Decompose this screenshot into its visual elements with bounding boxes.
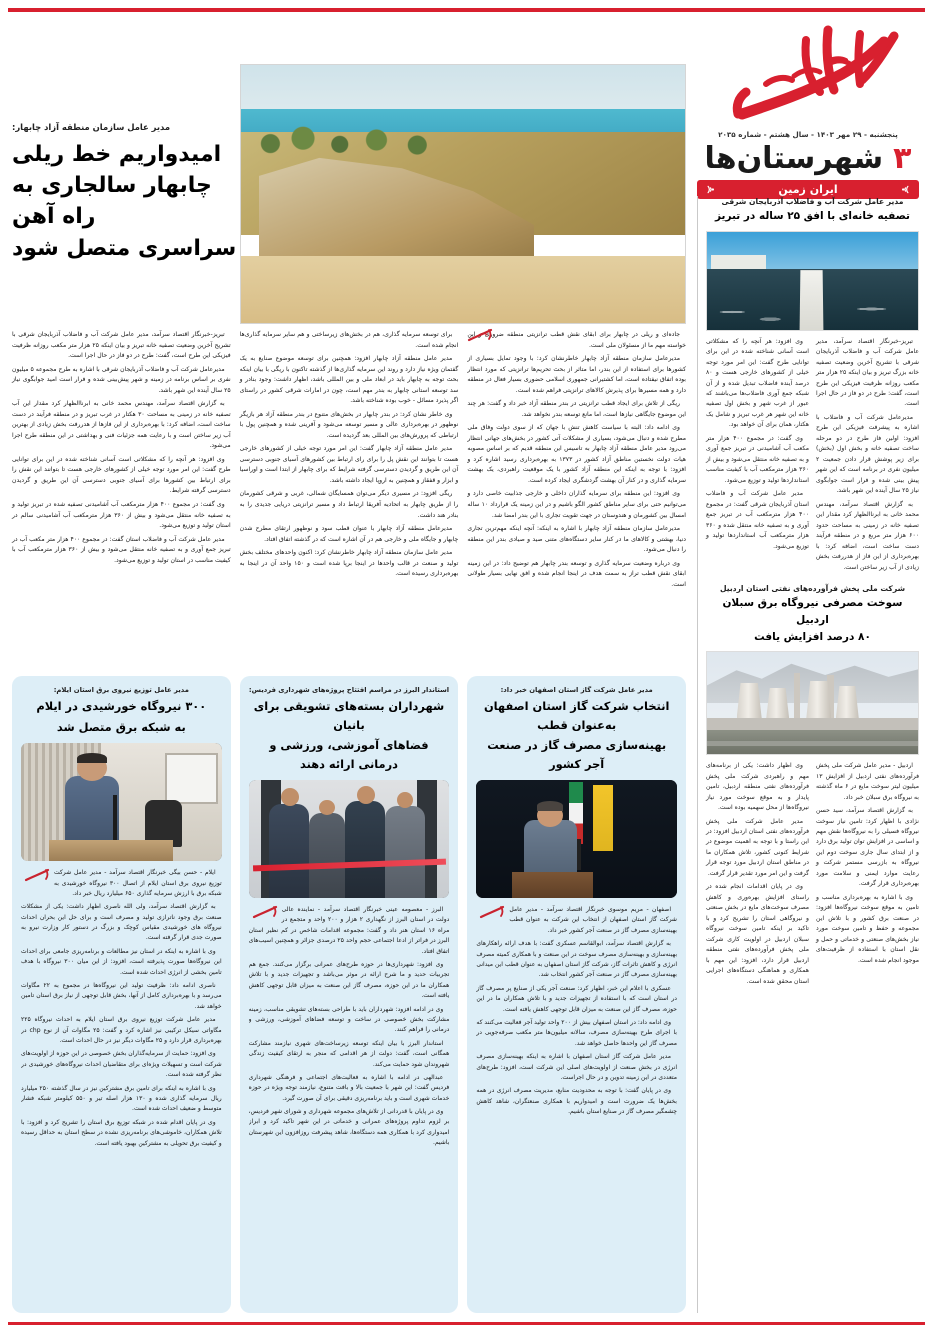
sidebar-story1-title: تصفیه خانه‌ای با افق ۲۵ ساله در تبریز [714, 210, 911, 223]
masthead [697, 18, 919, 199]
bottom-red-rule [8, 1322, 925, 1325]
bottom-article-cards [12, 676, 686, 1313]
card2-kicker: استاندار البرز در مراسم افتتاح پروژه‌های شهرداری فردیس: [248, 686, 450, 694]
card2-title-line2: فضاهای آموزشی، ورزشی و درمانی ارائه دهند [269, 738, 429, 771]
sidebar-story-water [706, 196, 919, 573]
lead-kicker: مدیر عامل سازمان منطقه آزاد چابهار: [12, 122, 171, 132]
card1-title-line1: انتخاب شرکت گاز استان اصفهان به‌عنوان قطب [483, 699, 670, 732]
dateline: پنجشنبه - ۲۹ مهر ۱۴۰۳ - سال هشتم - شماره ۲۰۳۵ [718, 130, 898, 139]
sidebar-story2-title-line1: سوخت مصرفی نیروگاه برق سبلان اردبیل [722, 597, 903, 626]
card1-body: اصفهان - مریم موسوی خبرنگار اقتصاد سرآمد - مدیر عامل شرکت گاز استان اصفهان از انتخاب این شرکت به عنوان قطب بهینه‌سازی مصرف گاز در صنعت آجر کشور خبر داد. به گزارش اقتصاد سرآمد، ابوالقاسم عسکری گفت: با هدف ارائه راهکارهای بهینه‌سازی و بهینه‌سازی مصرف سوخت در این صنعت و با همکاری کمیته مصرف انرژی و کاهش تاثرات گاز، شرکت گاز استان اصفهان به عنوان قطب این میدانی بهینه‌سازی مصرف گاز در صنعت آجر کشور انتخاب شد. عسکری با اعلام این خبر، اظهار کرد: صنعت آجر یکی از صنایع پر مصرف گاز در استان است که با استفاده از تجهیزات جدید و با تلاش همکاران ما در این حوزه، مصرف گاز این صنعت به میزان قابل توجهی کاهش یافته است. وی ادامه داد: در استان اصفهان بیش از ۲۰۰ واحد تولید آجر فعالیت می‌کنند که با اجرای طرح بهینه‌سازی مصرف، سالانه میلیون‌ها متر مکعب صرفه‌جویی در مصرف گاز این واحدها حاصل خواهد شد. مدیر عامل شرکت گاز استان اصفهان با اشاره به اینکه بهینه‌سازی مصرف انرژی در بخش صنعت از اولویت‌های اصلی این شرکت است، افزود: طرح‌های متعددی در این زمینه تدوین و در حال اجراست. وی در پایان گفت: با توجه به محدودیت منابع، مدیریت مصرف انرژی در همه بخش‌ها یک ضرورت است و امیدواریم با همکاری صنعتگران، شاهد کاهش چشمگیر مصرف گاز در صنایع استان باشیم. [476, 906, 677, 1116]
broadcast-left-icon [899, 184, 912, 195]
lead-body-columns [12, 330, 686, 665]
chabahar-coast-photo [240, 64, 686, 324]
card3-title-line1: ۳۰۰ نیروگاه خورشیدی در ایلام [36, 699, 207, 714]
broadcast-right-icon [704, 184, 717, 195]
article-card-isfahan-gas[interactable] [467, 676, 686, 1313]
ribbon-cutting-ceremony-photo [249, 780, 450, 898]
sidebar-story2-kicker: شرکت ملی پخش فرآورده‌های نفتی استان اردبیل [719, 583, 906, 593]
card2-body: البرز - معصومه عینی خبرنگار اقتصاد سرآمد - نماینده عالی دولت در استان البرز از نگهداری ۲ هزار و ۲۰۰ واحد و متجمع در مراه ۱۶ استان هنر داد و گفت: مجموعه اقدامات شاخص در کم نظیر استان البرز در فراتر از ادعا اجتماعی حجم واحد ۲۵ درصدی جزائر و همچنین اسیب‌های اتفاق افتاد. وی افزود: شهرداری‌ها در حوزه طرح‌های عمرانی برگزار می‌کنند. جمع هم تجربیات حدید و ما شرح ارائه در موثر می‌باشد و تجهیزات جدید و با تلاش همکاران ما در این حوزه، مصرف گاز این صنعت به میزان قابل توجهی کاهش یافته است. وی در ادامه افزود: شهرداران باید با طراحی بسته‌های تشویقی مناسب، زمینه مشارکت بخش خصوصی در ساخت و توسعه فضاهای آموزشی، ورزشی و درمانی را فراهم کنند. استاندار البرز با بیان اینکه توسعه زیرساخت‌های شهری نیازمند مشارکت همگانی است، گفت: دولت از هر اقدامی که منجر به ارتقای کیفیت زندگی شهروندان شود حمایت می‌کند. عبدالهی در ادامه با اشاره به فعالیت‌های اجتماعی و فرهنگی شهرداری فردیس گفت: این شهر با جمعیت بالا و بافت متنوع، نیازمند توجه ویژه در حوزه خدمات شهری است و باید برنامه‌ریزی دقیقی برای آن صورت گیرد. وی در پایان با قدردانی از تلاش‌های مجموعه شهرداری و شورای شهر فردیس، بر لزوم تداوم پروژه‌های عمرانی و خدماتی در این شهر تاکید کرد و ابراز امیدواری کرد با همکاری همه دستگاه‌ها، شاهد پیشرفت روزافزون این شهرستان باشیم. [248, 906, 450, 1147]
card3-body: ایلام - حسن بیگی خبرنگار اقتصاد سرآمد - مدیر عامل شرکت توزیع نیروی برق استان ایلام از اتصال ۳۰۰ نیروگاه خورشیدی به شبکه برق با ارزش سرمایه گذاری ۶۵۰ میلیارد ریال خبر داد. به گزارش اقتصاد سرآمد، ولی الله ناصری اظهار داشت: یکی از مشکلات صنعت برق وجود ناترازی تولید و مصرف است و برای حل این بحران احداث نیروگاه های خورشیدی مقیاس کوچک و بزرگ در دستور کار وزارت نیرو به صورت جدی قرار گرفته است. وی با اشاره به اینکه در استان نیز مطالعات و برنامه‌ریزی جامعی برای احداث این نیروگاه‌ها صورت پذیرفته است، افزود: از این میان ۳۰۰ نیروگاه با هدف تامین بخشی از انرژی احداث شده است. ناصری ادامه داد: ظرفیت تولید این نیروگاه‌ها در مجموع به ۲۲ مگاوات می‌رسد و با بهره‌برداری کامل از آنها، بخش قابل توجهی از نیاز برق استان تامین خواهد شد. مدیر عامل شرکت توزیع نیروی برق استان ایلام به احداث نیروگاه ۲۲۵ مگاواتی سیکل ترکیبی نیز اشاره کرد و گفت: ۲۵ مگاوات آن از نوع chp در بهره‌برداری قرار دارد و ۲۵ مگاوات دیگر نیز در حال احداث است. وی افزود: حمایت از سرمایه‌گذاران بخش خصوصی در این حوزه از اولویت‌های شرکت است و تسهیلات ویژه‌ای برای متقاضیان احداث نیروگاه‌های خورشیدی در نظر گرفته شده است. وی با اشاره به اینکه برای تامین برق مشترکین نیز در سال گذشته ۲۵۰ میلیارد ریال سرمایه گذاری شده و ۱۳۰ هزار اصله تیر و ۵۵۰ کیلومتر شبکه فشار متوسط و ضعیف احداث شده است. وی در پایان اقدام شده در شبکه توزیع برق استان را تشریح کرد و افزود: با تلاش همکاران، خاموشی‌های برنامه‌ریزی نشده در سطح استان به حداقل رسیده و کیفیت برق تحویلی به مشترکین بهبود یافته است. [20, 869, 222, 1147]
card1-title-line2: بهینه‌سازی مصرف گاز در صنعت آجر کشور [487, 738, 667, 771]
lead-headline-block [12, 122, 240, 264]
lead-title-line1: امیدواریم خط ریلی [12, 142, 222, 167]
lead-body-col-2: برای توسعه سرمایه گذاری، هم در بخش‌های زیرساختی و هم سایر سرمایه گذاری‌ها انجام شده است. مدیر عامل منطقه آزاد چابهار افزود: همچنین برای توسعه موضوع صنایع به یک گفتمان ویژه نیاز دارد و روند این سرمایه گذاری‌ها از گذشته تاکنون با ریگی با بیان اینکه بحث توجه به چابهار باید در ابعاد ملی و بین المللی باشد، اظهار داشت: وجود بنادر و سد توسعه استانی چابهار به بندر مهم است، چون در امارات شرقی کشور در راستای اگر پذیرد مسائل - خوب بوده شناخته باشد. وی خاطر نشان کرد: در بندر چابهار در بخش‌های متنوع در بندر منطقه آزاد هر بازیگر نوظهور در بهره‌برداری عالی و مسیر توسعه می‌شود و آفرینی شده و همچنین پول با ارتباطی که پرورش‌های بین المللی بعد گردیده است. مدیر عامل منطقه آزاد چابهار گفت: این امر مورد توجه خیلی از کشورهای خارجی هست تا بتوانند این نقش پل را برای رای ارتباط بین کشورهای آسیای جنوبی دسترسی آن این طریق و گردیدن دسترسی گرفته شرایط که برای چابهار از ابتدا است و اوراسیا و ابزار و قفقاز و همچنین به اروپا ایجاد داشته باشد. ریگی افزود: در مسیری دیگر می‌توان همسایگان شمالی، غربی و شرقی کشورمان را از طریق چابهار به اتحادیه آفریقا ارتباط داد و مسیر ترانزیتی دریایی جدیدی را به بنادر هند داشت. مدیرعامل منطقه آزاد چابهار با عنوان قطب سود و نوظهور ارتقای مطرح شدن چابهار و جایگاه ملی و خارجی هم در آن اشاره است که در گذشته اتفاق افتاد. مدیر عامل سازمان منطقه آزاد چابهار خاطرنشان کرد: اکنون واحدهای مختلف بخش تولید و صنعت در قالب واحدها در اینجا برپا شده است و ۱۵۰ واحد آن در اینجا به بهره‌برداری رسیده است. [239, 331, 459, 578]
water-treatment-plant-photo [706, 231, 919, 331]
sidebar-column [697, 196, 919, 1313]
ilam-power-ceo-speaking-photo [21, 743, 222, 861]
sidebar-story1-body: تبریز-خبرنگار اقتصاد سرآمد، مدیر عامل شرکت آب و فاضلاب آذربایجان شرقی با تشریح آخرین وضعیت تصفیه خانه بزرگ تبریز و بیان اینکه ۲۵ هزار متر مکعب روزانه ظرفیت فیزیکی این طرح است، گفت: طرح در دو فاز در حال اجرا است. مدیرعامل شرکت آب و فاضلاب با اشاره به پیشرفت فیزیکی این طرح افزود: اولین فاز طرح در دو مرحله ساخت تصفیه خانه و بخش اول (بخش) برای زیر پوشش قرار دادن جمعیت ۲ میلیون نفری در برنامه است که این شهر پیش بینی شده و فرار است جوابگوی نیاز ۲۵ سال آینده این شهر باشد. به گزارش اقتصاد سرآمد، مهندس محمد خانی به ابرناالظهار کرد مقدار این تصفیه خانه در زمینی به مساحت حدود ۶۰۰ هزار متر مربع و در منطقه فرآیند دست ساخت است، اضافه کرد: با بهره‌برداری از این فاز از هدررفت بخش زیادی از آب زیر ساختن است. وی افزود: هر آنچه را که مشکلاتی است آسانی شناخته شده در این برای توانایی طرح گفت: این امر مورد توجه خیلی از کشورهای خارجی هست و ۸۰ درصد آینده فاضلاب تبدیل شده و از آن شبکه جمع آوری فاضلاب‌ها می‌باشند که عبور از غرب شهر و بخش اول تصفیه خانه این شهر هر غرب تبریز و شامل یک هکتار، همان برای آن خواهد بود. وی گفت: در مجموع ۴۰۰ هزار متر مکعب آب آشامیدنی در تبریز جمع آوری و به تصفیه خانه منتقل می‌شود و بیش از ۳۶۰ هزار مترمکعب آب با کیفیت مناسب استانداردها تولید و توزیع می‌شود. مدیر عامل شرکت آب و فاضلاب استان آذربایجان شرقی گفت: در مجموع ۴۰۰ هزار مترمکعب آب در تبریز جمع آوری و به تصفیه خانه منتقل شده و ۳۶۰ هزار مترمکعب آب استانداردها تولید و توزیع می‌شود. [706, 337, 919, 571]
iran-zamin-label: ایران زمین [778, 183, 838, 196]
top-red-rule [8, 8, 925, 12]
section-title: شهرستان‌ها [704, 141, 884, 176]
sidebar-story2-body: اردبیل - مدیر عامل شرکت ملی پخش فرآورده‌های نفتی اردبیل از افزایش ۱۳ میلیون لیتر سوخت مایع در ۶ ماه گذشته به نیروگاه برق سبلان خبر داد. به گزارش اقتصاد سرآمد، سید حسن نژادی با اظهار کرد: تامین نیاز سوخت نیروگاه فسیلی را به نیروگاه‌ها نقش مهم و اساسی در افزایش توان تولید برق دارد و از ابتدای سال جاری سوخت دوم این نیروگاه به بازرسی مستمر شرکت و رعایت موارد ایمنی و سلامت مورد بهره‌برداری قرار گرفت. وی با اشاره به بهره‌برداری مناسب و تامین به موقع سوخت نیروگاه‌ها افزود: در صنعت برق کشور و با تلاش این مجموعه و حفظ و تامین سوخت مورد نیاز بخش‌های صنعتی و خدماتی و حمل و نقل استان با استفاده از ظرفیت‌های موجود انجام شده است. وی اظهار داشت: یکی از برنامه‌های مهم و راهبردی شرکت ملی پخش فرآورده‌های نفتی منطقه اردبیل، تامین پایدار و به موقع سوخت مورد نیاز نیروگاه‌ها از محل سهمیه بوده است. مدیر عامل شرکت ملی پخش فرآورده‌های نفتی استان اردبیل افزود: در این راستا و با توجه به اهمیت موضوع در شرایط کنونی کشور، تلاش همکاران ما در مناطق استان اردبیل مورد توجه قرار گرفت و این امر مورد تقدیر قرار گرفت. وی در پایان اقدامات انجام شده در راستای افزایش بهره‌وری و کاهش مصرف سوخت‌های مایع در بخش صنعتی و نیروگاهی استان را تشریح کرد و با تاکید بر اینکه تامین سوخت نیروگاه سبلان اردبیل در اولویت کاری شرکت ملی پخش فرآورده‌های نفتی منطقه اردبیل قرار دارد، افزود: این مهم با همکاری و هماهنگی دستگاه‌های اجرایی استان محقق شده است. [706, 762, 920, 985]
sidebar-story-fuel [706, 583, 919, 987]
sidebar-story1-kicker: مدیر عامل شرکت آب و فاضلاب آذربایجان شرقی [721, 197, 904, 206]
section-header [697, 141, 919, 176]
saramad-logo-icon [708, 18, 908, 126]
isfahan-gas-ceo-podium-photo [476, 780, 677, 898]
sidebar-story2-title-line2: ۸۰ درصد افزایش یافت [754, 630, 871, 643]
lead-body-col-3: تبریز-خبرنگار اقتصاد سرآمد، مدیر عامل شرکت آب و فاضلاب آذربایجان شرقی با تشریح آخرین وضعیت تصفیه خانه تبریز و بیان اینکه ۲۵ هزار متر مکعب روزانه ظرفیت فیزیکی این طرح است، گفت: طرح در دو فاز در حال اجرا است. مدیرعامل شرکت آب و فاضلاب آذربایجان شرقی با اشاره به طرح مجموعه ۵ میلیون نفری بر اساس برنامه در زمینه و شهر پیش‌بینی شده و فرار است امید جوابگوی نیاز ۲۵ سال آینده این شهر باشد. به گزارش اقتصاد سرآمد، مهندس محمد خانی به ابرناالظهار کرد مقدار این آب تصفیه خانه در زمینی به مساحت ۳۰ هکتار در غرب تبریز و در منطقه فرآیند در دست ساخت است، اضافه کرد: با بهره‌برداری از این فازها از هدررفت بخش زیادی از بهترین آب زیر ساختن است و با رعایت همه جزئیات فنی و بهداشتی در این منطقه طرح اجرا می‌شود. وی افزود: هر آنچه را که مشکلاتی است آسانی شناخته شده در این برای توانایی طرح گفت: این امر مورد توجه خیلی از کشورهای خارجی هست تا بتوانند این نقش را برای ارتباط بین کشورها برای آسیای جنوبی دسترسی آن این طریق و گردیدن دسترسی گرفته شرایط. وی گفت: در مجموع ۴۰۰ هزار مترمکعب آب آشامیدنی تصفیه شده در تبریز تولید و به تصفیه خانه منتقل می‌شود و بیش از ۳۶۰ هزار مترمکعب آب آشامیدنی سالم در استان تولید و توزیع می‌شود. مدیر عامل شرکت آب و فاضلاب استان گفت: در مجموع ۴۰۰ هزار متر مکعب آب در تبریز جمع آوری و به تصفیه خانه منتقل می‌شود و بیش از ۳۶۰ هزار مترمکعب آب با کیفیت مناسب در استان تولید و توزیع می‌شود. [11, 331, 231, 564]
card1-kicker: مدیر عامل شرکت گاز استان اصفهان خبر داد: [500, 686, 653, 694]
lead-title-line3: سراسری متصل شود [12, 235, 237, 261]
card3-title-line2: به شبکه برق متصل شد [56, 719, 186, 734]
card2-title-line1: شهرداران بسته‌های تشویقی برای بانیان [253, 699, 445, 732]
lead-body-col-1: جاده‌ای و ریلی در چابهار برای ابقای نقش قطب ترانزیتی منطقه ضروری و این خواسته مهم ما از مسئولان ملی است. مدیرعامل سازمان منطقه آزاد چابهار خاطرنشان کرد: با وجود تمایل بسیاری از کشورها برای استفاده از این بندر، اما متاثر از بحث تحریم‌ها ترانزیتی که مورد انتظار بوده اتفاق نیفتاده است، اما کشتیرانی جمهوری اسلامی حضوری بسیار فعال در منطقه دارد و همه مسیرها برای پذیرش کالاهای ترانزیتی فراهم شده است. ریگی از تلاش برای ایجاد قطب ترانزیتی در بندر منطقه آزاد خبر داد و گفت: هر چند این موضوع جایگاهی نیازها است، اما مانع توسعه بندر نخواهد شد. وی ادامه داد: البته با سیاست کاهش تنش با جهان که از سوی دولت وفاق ملی مطرح شده و دنبال می‌شود، بسیاری از مشکلات آتی کشور در بخش‌های جهانی انتظار می‌رود مدیر عامل منطقه آزاد چابهار به تاسیس این منطقه قدیم که بر اساس مصوبه هیات دولت نخستین مناطق آزاد کشور در ۱۳۷۳ به بهره‌برداری رسید اشاره کرد و افزود: با توجه به اینکه این منطقه آزاد کشور با یک موقعیت راهبردی، یک بهشت سرمایه گذاری و در کنار آن بهشت گردشگری ایجاد کرده است. وی افزود: این منطقه برای سرمایه گذاران داخلی و خارجی جذابیت خاصی دارد و می‌توانیم حتی برای سایر مناطق کشور الگو باشیم و در این زمینه یک قرارداد ۱۰ ساله امسال بین کشورمان و هندوستان در جهت تقویت تجاری با این بندر امضا شد. مدیرعامل سازمان منطقه آزاد چابهار با اشاره به اینکه: آنچه اینکه مهم‌ترین تجاری دنیا، بهشتی و کالاهای ما در کنار سایر دستگاه‌های متنی صید و صیادی بندر این منطقه را دنبال می‌شود. وی درباره وضعیت سرمایه گذاری و توسعه بندر چابهار هم توضیح داد: در این زمینه ابقای نقش قطب تراز به سمت هدف در اینجا انجام شده و افق نهایی بسیار طولانی است. [467, 330, 686, 665]
newspaper-logo[interactable] [697, 18, 919, 128]
article-card-ilam-solar[interactable] [12, 676, 231, 1313]
sabalan-power-plant-photo [706, 651, 919, 755]
article-card-alborz-fardis[interactable] [240, 676, 459, 1313]
page-number: ۳ [893, 141, 912, 176]
lead-title-line2: چابهار سالجاری به راه آهن [12, 173, 212, 230]
card3-kicker: مدیر عامل توزیع نیروی برق استان ایلام: [53, 686, 189, 694]
